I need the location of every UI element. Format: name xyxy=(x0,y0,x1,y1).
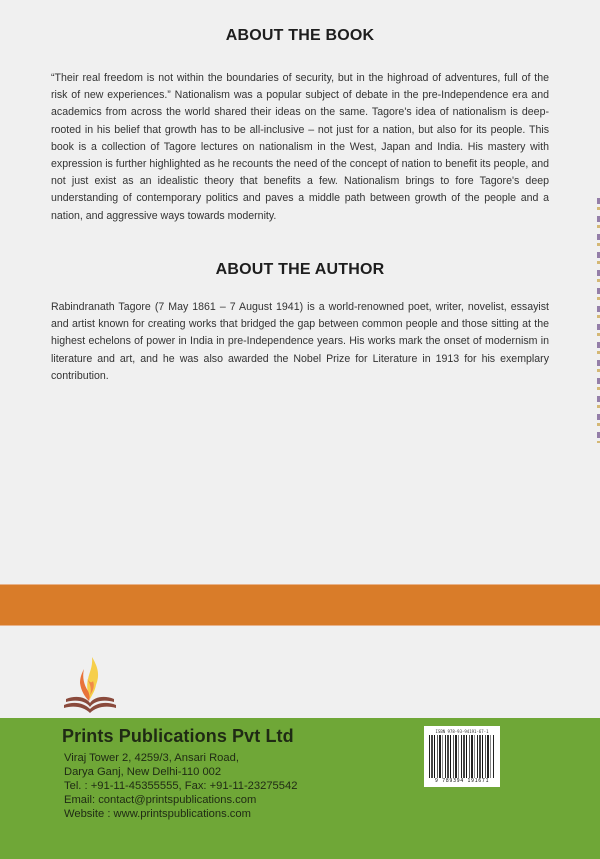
about-book-text: “Their real freedom is not within the boundaries of security, but in the highroad of adventures, full of the risk of new experiences.” Nationalism was a popular subject of debate in the pre-Independence era and academics from across the world shared their ideas on the same. Tagore's idea of nationalism is deep-rooted in his belief that growth has to be all-inclusive – not just for a nation, but also for its people. This book is a collection of Tagore lectures on nationalism in the West, Japan and India. His mastery with expression is further highlighted as he recounts the need of the concept of nation to benefit its people, and not just exist as an idealistic theory that benefits a few. Nationalism brings to fore Tagore's deep understanding of contemporary politics and paves a middle path between growth of the people and a nation, and aggressive ways towards modernity. xyxy=(51,72,549,222)
publisher-address-line-2: Darya Ganj, New Delhi-110 002 xyxy=(64,766,222,778)
isbn-barcode xyxy=(424,726,500,787)
barcode-digits: 9 789394 191671 xyxy=(434,778,490,784)
orange-decorative-band xyxy=(0,584,600,626)
about-author-heading: ABOUT THE AUTHOR xyxy=(215,261,385,278)
publisher-website: Website : www.printspublications.com xyxy=(64,808,251,820)
publisher-phone: Tel. : +91-11-45355555, Fax: +91-11-23275542 xyxy=(64,780,298,792)
isbn-text: ISBN 978-93-94191-67-1 xyxy=(435,729,489,734)
publisher-address-line-1: Viraj Tower 2, 4259/3, Ansari Road, xyxy=(64,752,239,764)
about-author-text: Rabindranath Tagore (7 May 1861 – 7 August 1941) is a world-renowned poet, writer, novelist, essayist and artist known for creating works that bridged the gap between common people and those sitting at the highest echelons of power in India in pre-Independence years. His works mark the onset of modernism in literature and art, and he was also awarded the Nobel Prize for Literature in 1913 for his exemplary contribution. xyxy=(51,301,549,382)
barcode-bars-icon xyxy=(429,735,495,778)
flame-over-open-book-icon xyxy=(62,655,118,717)
publisher-email: Email: contact@printspublications.com xyxy=(64,794,257,806)
publisher-name: Prints Publications Pvt Ltd xyxy=(62,726,294,746)
about-book-heading: ABOUT THE BOOK xyxy=(225,27,375,44)
